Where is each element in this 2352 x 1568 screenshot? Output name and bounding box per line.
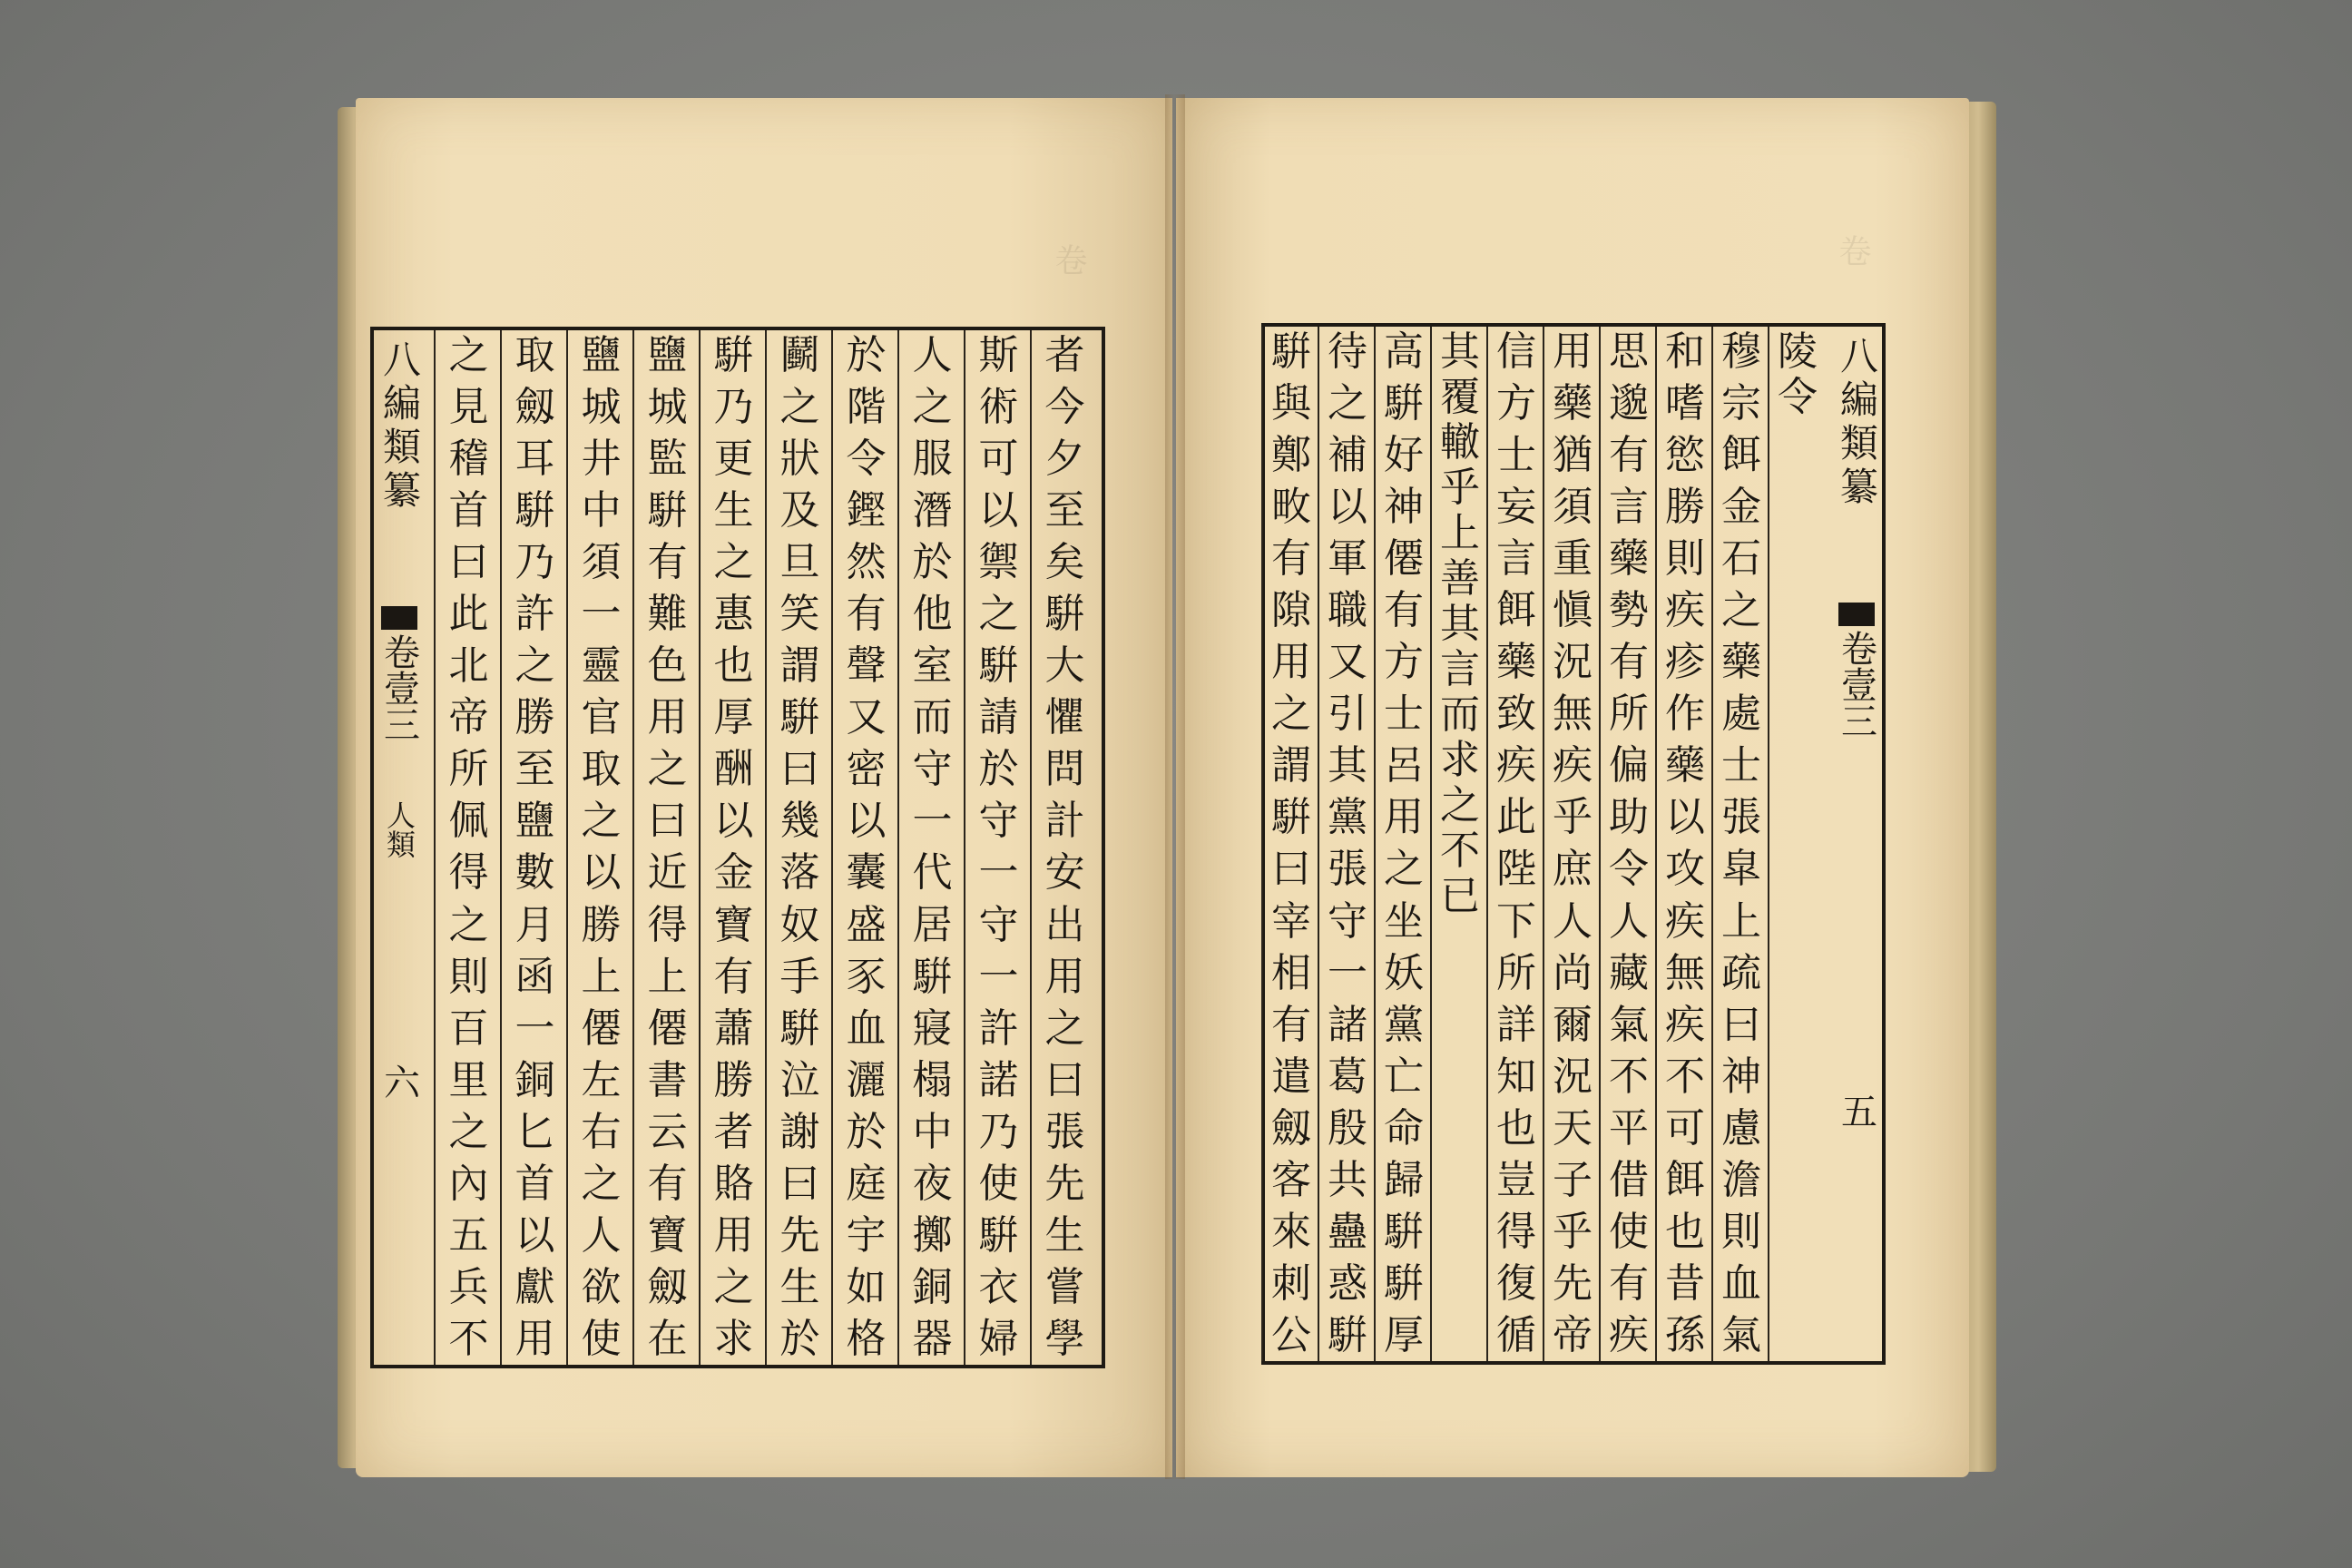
column-rule bbox=[434, 330, 436, 1365]
text-column: 穆 宗 餌 金 石 之 藥 處 士 張 皐 上 疏 曰 神 慮 澹 則 血 氣 bbox=[1721, 328, 1761, 1358]
text-column: 騈 乃 更 生 之 惠 也 厚 酬 以 金 寶 有 蕭 勝 者 賂 用 之 求 bbox=[713, 332, 754, 1362]
text-column: 陵 令 bbox=[1778, 328, 1818, 420]
book-gutter bbox=[1165, 94, 1185, 1479]
right-margin-title: 八編類纂 bbox=[1835, 336, 1879, 510]
show-through-text: 卷 bbox=[1834, 234, 1871, 267]
text-column: 鬬 之 狀 及 旦 笑 謂 騈 曰 幾 落 奴 手 騈 泣 謝 曰 先 生 於 bbox=[779, 332, 820, 1362]
left-block-margin-strip bbox=[372, 339, 426, 1356]
right-block-margin-strip bbox=[1829, 336, 1884, 1352]
text-column: 人 之 服 潛 於 他 室 而 守 一 代 居 騈 寢 榻 中 夜 擲 銅 器 bbox=[912, 332, 953, 1362]
left-margin-section: 人類 bbox=[382, 800, 416, 858]
fish-tail-mark bbox=[381, 606, 417, 630]
text-column: 用 藥 猶 須 重 愼 況 無 疾 乎 庶 人 尚 爾 況 天 子 乎 先 帝 bbox=[1553, 328, 1592, 1358]
text-column: 信 方 士 妄 言 餌 藥 致 疾 此 陛 下 所 詳 知 也 豈 得 復 循 bbox=[1496, 328, 1536, 1358]
left-text-block bbox=[370, 327, 1105, 1368]
fish-tail-mark bbox=[1838, 603, 1875, 626]
text-column: 鹽 城 井 中 須 一 靈 官 取 之 以 勝 上 僊 左 右 之 人 欲 使 bbox=[581, 332, 622, 1362]
text-column: 於 階 令 鏗 然 有 聲 又 密 以 囊 盛 豕 血 灑 於 庭 宇 如 格 bbox=[846, 332, 887, 1362]
text-column: 和 嗜 慾 勝 則 疾 疹 作 藥 以 攻 疾 無 疾 不 可 餌 也 昔 孫 bbox=[1665, 328, 1705, 1358]
text-column: 者 今 夕 至 矣 騈 大 懼 問 計 安 出 用 之 曰 張 先 生 嘗 學 bbox=[1044, 332, 1085, 1362]
text-column: 斯 術 可 以 禦 之 騈 請 於 守 一 守 一 許 諾 乃 使 騈 衣 婦 bbox=[978, 332, 1019, 1362]
text-column: 待 之 補 以 軍 職 又 引 其 黨 張 守 一 諸 葛 殷 共 蠱 惑 騈 bbox=[1328, 328, 1367, 1358]
text-column: 騈 與 鄭 畋 有 隙 用 之 謂 騈 曰 宰 相 有 遣 劔 客 來 刺 公 bbox=[1271, 328, 1311, 1358]
text-column: 思 邈 有 言 藥 勢 有 所 偏 助 令 人 藏 氣 不 平 借 使 有 疾 bbox=[1609, 328, 1649, 1358]
left-margin-title: 八編類纂 bbox=[377, 339, 422, 514]
text-column: 取 劔 耳 騈 乃 許 之 勝 至 鹽 數 月 函 一 銅 匕 首 以 獻 用 bbox=[514, 332, 555, 1362]
show-through-text: 卷 bbox=[1050, 243, 1087, 276]
right-margin-volume: 卷壹三 bbox=[1835, 630, 1877, 739]
left-margin-folio: 六 bbox=[377, 1063, 420, 1100]
text-column: 高 騈 好 神 僊 有 方 士 呂 用 之 坐 妖 黨 亡 命 歸 騈 騈 厚 bbox=[1384, 328, 1424, 1358]
text-column: 之 見 稽 首 曰 此 北 帝 所 佩 得 之 則 百 里 之 內 五 兵 不 bbox=[448, 332, 489, 1362]
text-column: 鹽 城 監 騈 有 難 色 用 之 曰 近 得 上 僊 書 云 有 寶 劔 在 bbox=[647, 332, 688, 1362]
right-text-block bbox=[1261, 323, 1886, 1365]
right-margin-folio: 五 bbox=[1835, 1093, 1877, 1129]
column-rule bbox=[1261, 327, 1263, 1361]
text-column: 其 覆 轍 乎 上 善 其 言 而 求 之 不 已 bbox=[1440, 328, 1480, 919]
left-margin-volume: 卷壹三 bbox=[377, 633, 420, 742]
